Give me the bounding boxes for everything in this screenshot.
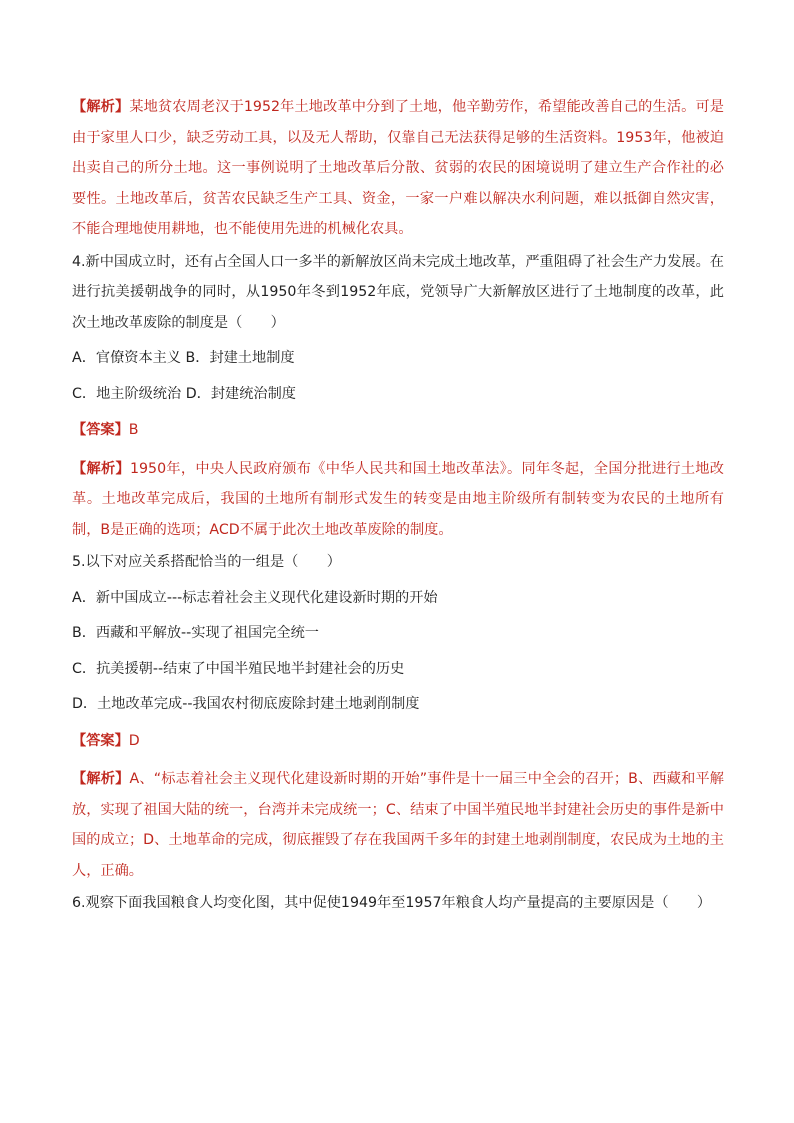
explanation-label: 【解析】	[72, 771, 130, 787]
explanation-block-1	[72, 92, 724, 245]
answer-label: 【答案】	[72, 732, 129, 749]
explanation-text: 1950年，中央人民政府颁布《中华人民共和国土地改革法》。同年冬起，全国分批进行土地改革。土地改革完成后，我国的土地所有制形式发生的转变是由地主阶级所有制转变为农民的土地所有制，B是正确的选项；ACD不属于此次土地改革废除的制度。	[72, 460, 724, 538]
question-5-explanation	[72, 764, 724, 886]
question-4-explanation	[72, 454, 724, 546]
explanation-label: 【解析】	[72, 460, 130, 477]
question-4-stem: 4.新中国成立时，还有占全国人口一多半的新解放区尚未完成土地改革，严重阻碍了社会生产力发展。在进行抗美援朝战争的同时，从1950年冬到1952年底，党领导广大新解放区进行了土地制度的改革，此次土地改革废除的制度是（ ）	[72, 253, 724, 331]
question-5-answer	[72, 726, 724, 757]
question-4-options-cd: C．地主阶级统治 D．封建统治制度	[72, 385, 296, 402]
answer-label: 【答案】	[72, 422, 129, 438]
answer-value: B	[128, 422, 139, 438]
question-5-option-d: D．土地改革完成--我国农村彻底废除封建土地剥削制度	[72, 696, 420, 712]
question-5-option-c: C．抗美援朝--结束了中国半殖民地半封建社会的历史	[72, 660, 405, 677]
question-6-stem: 6.观察下面我国粮食人均变化图，其中促使1949年至1957年粮食人均产量提高的主要原因是（ ）	[72, 895, 712, 911]
explanation-text: 某地贫农周老汉于1952年土地改革中分到了土地，他辛勤劳作，希望能改善自己的生活。可是由于家里人口少，缺乏劳动工具，以及无人帮助，仅靠自己无法获得足够的生活资料。1953年，他被迫出卖自己的所分土地。这一事例说明了土地改革后分散、贫弱的农民的困境说明了建立生产合作社的必要性。土地改革后，贫苦农民缺乏生产工具、资金，一家一户难以解决水利问题，难以抵御自然灾害，不能合理地使用耕地，也不能使用先进的机械化农具。	[72, 99, 724, 237]
question-4-options-ab: A．官僚资本主义 B．封建土地制度	[72, 350, 295, 366]
question-5-option-b: B．西藏和平解放--实现了祖国完全统一	[72, 625, 319, 641]
question-5-option-a: A．新中国成立---标志着社会主义现代化建设新时期的开始	[72, 589, 438, 606]
explanation-text: A、“标志着社会主义现代化建设新时期的开始”事件是十一届三中全会的召开；B、西藏和平解放，实现了祖国大陆的统一，台湾并未完成统一；C、结束了中国半殖民地半封建社会历史的事件是新中国的成立；D、土地革命的完成，彻底摧毁了存在我国两千多年的封建土地剥削制度，农民成为土地的主人，正确。	[72, 771, 724, 879]
question-5-stem: 5.以下对应关系搭配恰当的一组是（ ）	[72, 554, 341, 570]
question-4-answer	[72, 415, 724, 446]
answer-value: D	[128, 732, 140, 749]
explanation-label: 【解析】	[72, 99, 130, 115]
